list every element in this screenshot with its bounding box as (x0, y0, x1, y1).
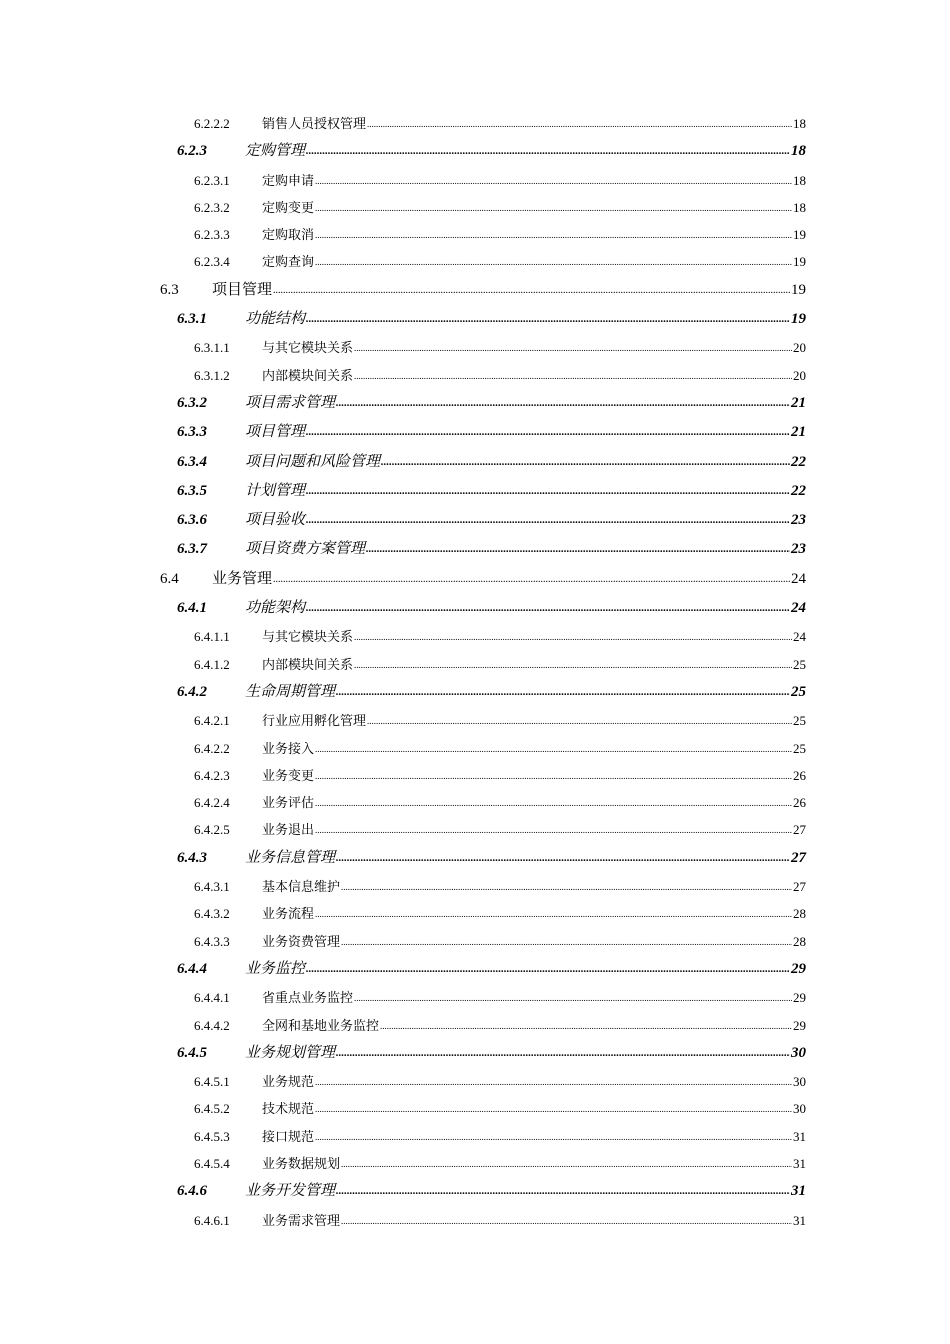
toc-entry-6-4-1-2[interactable] (0, 651, 950, 678)
toc-entry-number: 6.4.4 (177, 960, 207, 977)
toc-entry-page-number: 29 (793, 1017, 806, 1033)
toc-entry-title: 项目需求管理 (245, 394, 336, 411)
toc-dot-leader (315, 901, 792, 928)
toc-dot-leader (336, 844, 790, 873)
toc-entry-number: 6.4.1 (177, 600, 207, 617)
toc-entry-6-4-2-5[interactable] (0, 816, 950, 843)
toc-entry-number: 6.3 (160, 281, 179, 298)
toc-entry-page-number: 18 (793, 172, 806, 188)
toc-entry-page-number: 31 (793, 1155, 806, 1171)
toc-entry-title: 项目管理 (212, 281, 273, 298)
toc-entry-number: 6.2.2.2 (194, 116, 230, 131)
toc-entry-number: 6.2.3.4 (194, 254, 230, 270)
toc-entry-title: 计划管理 (245, 482, 306, 499)
toc-entry-6-4-2[interactable] (0, 678, 950, 707)
toc-entry-page-number: 18 (791, 143, 806, 160)
toc-dot-leader (315, 736, 792, 763)
toc-entry-6-4-1-1[interactable] (0, 623, 950, 650)
toc-entry-page-number: 27 (793, 879, 806, 895)
toc-entry-title: 业务接入 (262, 740, 315, 756)
toc-entry-6-2-3-3[interactable] (0, 221, 950, 248)
toc-entry-page-number: 23 (791, 512, 806, 529)
toc-entry-page-number: 26 (793, 767, 806, 783)
toc-entry-6-3-1-2[interactable] (0, 362, 950, 389)
toc-entry-6-4-4-2[interactable] (0, 1012, 950, 1039)
toc-entry-6-2-3-2[interactable] (0, 194, 950, 221)
toc-dot-leader (341, 1208, 792, 1235)
toc-entry-6-4-6-1[interactable] (0, 1207, 950, 1234)
toc-dot-leader (315, 817, 792, 844)
toc-entry-page-number: 20 (793, 340, 806, 356)
toc-entry-number: 6.3.2 (177, 394, 207, 411)
toc-entry-page-number: 20 (793, 367, 806, 383)
toc-entry-page-number: 31 (793, 1212, 806, 1228)
toc-entry-title: 业务规划管理 (245, 1044, 336, 1061)
toc-dot-leader (315, 1124, 792, 1151)
toc-entry-page-number: 30 (793, 1101, 806, 1117)
toc-entry-title: 基本信息维护 (262, 879, 341, 895)
toc-entry-page-number: 26 (793, 795, 806, 811)
toc-dot-leader (381, 448, 790, 477)
toc-dot-leader (315, 1069, 792, 1096)
toc-entry-number: 6.4.1.1 (194, 629, 230, 645)
toc-entry-number: 6.3.4 (177, 453, 207, 470)
toc-entry-title: 项目问题和风险管理 (245, 453, 381, 470)
toc-entry-page-number: 21 (791, 424, 806, 441)
toc-entry-page-number: 24 (793, 629, 806, 645)
toc-entry-number: 6.4 (160, 570, 179, 587)
toc-entry-number: 6.3.5 (177, 482, 207, 499)
toc-entry-title: 业务评估 (262, 795, 315, 811)
toc-dot-leader (336, 1177, 790, 1206)
toc-entry-number: 6.4.6.1 (194, 1212, 230, 1228)
toc-entry-number: 6.2.3.3 (194, 227, 230, 243)
toc-dot-leader (354, 624, 792, 651)
toc-dot-leader (354, 363, 792, 390)
toc-entry-title: 定购申请 (262, 172, 315, 188)
toc-entry-title: 全网和基地业务监控 (262, 1017, 380, 1033)
toc-entry-number: 6.2.3.2 (194, 199, 230, 215)
toc-entry-6-4-5-4[interactable] (0, 1150, 950, 1177)
toc-entry-6-2-3[interactable] (0, 137, 950, 166)
toc-entry-6-2-2-2[interactable] (0, 110, 950, 137)
toc-entry-6-3-5[interactable] (0, 477, 950, 506)
toc-dot-leader (367, 111, 792, 138)
toc-entry-6-3-6[interactable] (0, 506, 950, 535)
toc-entry-page-number: 18 (793, 116, 806, 131)
toc-entry-6-3-1-1[interactable] (0, 334, 950, 361)
toc-entry-6-4-2-3[interactable] (0, 762, 950, 789)
toc-entry-6-4-3-2[interactable] (0, 900, 950, 927)
toc-entry-page-number: 21 (791, 394, 806, 411)
toc-entry-page-number: 19 (793, 227, 806, 243)
toc-dot-leader (354, 335, 792, 362)
toc-entry-title: 内部模块间关系 (262, 367, 354, 383)
toc-entry-number: 6.4.6 (177, 1183, 207, 1200)
toc-entry-6-3-2[interactable] (0, 389, 950, 418)
toc-entry-6-4-5-3[interactable] (0, 1123, 950, 1150)
toc-entry-page-number: 27 (793, 822, 806, 838)
toc-dot-leader (315, 222, 792, 249)
toc-entry-number: 6.4.2.1 (194, 713, 230, 729)
toc-entry-title: 项目管理 (245, 424, 306, 441)
toc-entry-page-number: 29 (791, 960, 806, 977)
toc-entry-title: 定购变更 (262, 199, 315, 215)
toc-dot-leader (306, 305, 790, 334)
toc-entry-number: 6.3.1 (177, 311, 207, 328)
toc-dot-leader (354, 652, 792, 679)
toc-entry-page-number: 28 (793, 933, 806, 949)
toc-entry-6-3-3[interactable] (0, 418, 950, 447)
toc-entry-number: 6.4.3.3 (194, 933, 230, 949)
toc-entry-number: 6.4.2.4 (194, 795, 230, 811)
toc-entry-title: 销售人员授权管理 (262, 116, 367, 131)
toc-entry-page-number: 25 (793, 656, 806, 672)
toc-entry-6-4-3-3[interactable] (0, 928, 950, 955)
toc-entry-number: 6.2.3.1 (194, 172, 230, 188)
toc-dot-leader (306, 594, 790, 623)
toc-entry-number: 6.4.3.1 (194, 879, 230, 895)
toc-dot-leader (306, 418, 790, 447)
toc-entry-6-3[interactable] (0, 276, 950, 305)
toc-entry-page-number: 19 (793, 254, 806, 270)
toc-entry-page-number: 28 (793, 906, 806, 922)
toc-entry-number: 6.4.5.2 (194, 1101, 230, 1117)
toc-entry-6-4-5-1[interactable] (0, 1068, 950, 1095)
toc-entry-number: 6.3.3 (177, 424, 207, 441)
toc-entry-title: 业务流程 (262, 906, 315, 922)
toc-entry-page-number: 25 (793, 713, 806, 729)
toc-entry-number: 6.4.5.4 (194, 1155, 230, 1171)
toc-entry-6-4-5-2[interactable] (0, 1095, 950, 1122)
toc-dot-leader (315, 195, 792, 222)
toc-entry-title: 接口规范 (262, 1128, 315, 1144)
toc-entry-title: 业务变更 (262, 767, 315, 783)
toc-dot-leader (380, 1013, 792, 1040)
toc-dot-leader (306, 955, 790, 984)
toc-dot-leader (341, 929, 792, 956)
toc-entry-6-4-5[interactable] (0, 1039, 950, 1068)
toc-dot-leader (315, 763, 792, 790)
toc-entry-page-number: 30 (793, 1074, 806, 1090)
toc-entry-title: 行业应用孵化管理 (262, 713, 367, 729)
toc-entry-6-4-2-1[interactable] (0, 707, 950, 734)
toc-entry-number: 6.4.4.1 (194, 990, 230, 1006)
toc-entry-number: 6.4.2.5 (194, 822, 230, 838)
toc-entry-number: 6.4.3.2 (194, 906, 230, 922)
toc-dot-leader (341, 874, 792, 901)
toc-entry-number: 6.4.2.3 (194, 767, 230, 783)
toc-entry-page-number: 27 (791, 849, 806, 866)
toc-entry-title: 业务资费管理 (262, 933, 341, 949)
toc-dot-leader (306, 137, 790, 166)
toc-dot-leader (306, 506, 790, 535)
toc-entry-page-number: 19 (791, 311, 806, 328)
toc-dot-leader (367, 708, 792, 735)
toc-entry-number: 6.4.5.1 (194, 1074, 230, 1090)
toc-entry-page-number: 30 (791, 1044, 806, 1061)
toc-entry-title: 定购管理 (245, 143, 306, 160)
toc-dot-leader (273, 276, 790, 305)
toc-entry-6-4-6[interactable] (0, 1177, 950, 1206)
toc-dot-leader (336, 1039, 790, 1068)
toc-entry-title: 业务需求管理 (262, 1212, 341, 1228)
toc-entry-number: 6.4.3 (177, 849, 207, 866)
toc-entry-page-number: 22 (791, 482, 806, 499)
toc-entry-6-4-3-1[interactable] (0, 873, 950, 900)
toc-entry-6-3-4[interactable] (0, 448, 950, 477)
toc-entry-6-2-3-1[interactable] (0, 167, 950, 194)
toc-entry-title: 生命周期管理 (245, 683, 336, 700)
toc-entry-page-number: 22 (791, 453, 806, 470)
toc-entry-number: 6.3.6 (177, 512, 207, 529)
toc-entry-page-number: 25 (791, 683, 806, 700)
toc-entry-number: 6.4.5.3 (194, 1128, 230, 1144)
toc-entry-page-number: 31 (791, 1183, 806, 1200)
toc-entry-title: 业务信息管理 (245, 849, 336, 866)
toc-entry-title: 业务管理 (212, 570, 273, 587)
toc-entry-title: 省重点业务监控 (262, 990, 354, 1006)
toc-dot-leader (315, 249, 792, 276)
toc-entry-6-4-2-4[interactable] (0, 789, 950, 816)
toc-entry-title: 业务规范 (262, 1074, 315, 1090)
toc-dot-leader (336, 389, 790, 418)
toc-entry-page-number: 19 (791, 281, 806, 298)
toc-entry-page-number: 18 (793, 199, 806, 215)
toc-entry-number: 6.4.5 (177, 1044, 207, 1061)
toc-entry-6-4-4[interactable] (0, 955, 950, 984)
toc-entry-6-3-7[interactable] (0, 535, 950, 564)
toc-entry-6-4-4-1[interactable] (0, 984, 950, 1011)
toc-entry-title: 业务退出 (262, 822, 315, 838)
toc-dot-leader (315, 790, 792, 817)
toc-dot-leader (354, 985, 792, 1012)
toc-entry-number: 6.4.1.2 (194, 656, 230, 672)
toc-entry-title: 项目验收 (245, 512, 306, 529)
toc-entry-number: 6.4.2.2 (194, 740, 230, 756)
toc-entry-title: 业务数据规划 (262, 1155, 341, 1171)
toc-entry-6-4-2-2[interactable] (0, 735, 950, 762)
toc-entry-6-4-1[interactable] (0, 594, 950, 623)
toc-entry-title: 定购查询 (262, 254, 315, 270)
toc-dot-leader (341, 1151, 792, 1178)
toc-entry-title: 业务监控 (245, 960, 306, 977)
toc-dot-leader (273, 565, 790, 594)
table-of-contents (0, 110, 950, 1234)
toc-entry-title: 功能架构 (245, 600, 306, 617)
toc-dot-leader (366, 535, 790, 564)
toc-entry-page-number: 29 (793, 990, 806, 1006)
toc-entry-page-number: 31 (793, 1128, 806, 1144)
toc-dot-leader (315, 168, 792, 195)
toc-entry-number: 6.4.2 (177, 683, 207, 700)
toc-entry-6-4-3[interactable] (0, 844, 950, 873)
toc-entry-page-number: 24 (791, 600, 806, 617)
toc-entry-number: 6.3.1.1 (194, 340, 230, 356)
toc-dot-leader (315, 1096, 792, 1123)
toc-entry-title: 内部模块间关系 (262, 656, 354, 672)
toc-entry-page-number: 24 (791, 570, 806, 587)
toc-entry-title: 项目资费方案管理 (245, 541, 366, 558)
toc-dot-leader (336, 678, 790, 707)
toc-dot-leader (306, 477, 790, 506)
toc-entry-title: 与其它模块关系 (262, 629, 354, 645)
toc-entry-number: 6.4.4.2 (194, 1017, 230, 1033)
toc-entry-number: 6.2.3 (177, 143, 207, 160)
toc-entry-title: 与其它模块关系 (262, 340, 354, 356)
toc-entry-page-number: 23 (791, 541, 806, 558)
toc-entry-page-number: 25 (793, 740, 806, 756)
toc-entry-6-2-3-4[interactable] (0, 248, 950, 275)
toc-entry-title: 技术规范 (262, 1101, 315, 1117)
toc-entry-title: 业务开发管理 (245, 1183, 336, 1200)
toc-entry-6-4[interactable] (0, 565, 950, 594)
toc-entry-title: 功能结构 (245, 311, 306, 328)
toc-entry-title: 定购取消 (262, 227, 315, 243)
toc-entry-6-3-1[interactable] (0, 305, 950, 334)
toc-entry-number: 6.3.7 (177, 541, 207, 558)
toc-entry-number: 6.3.1.2 (194, 367, 230, 383)
